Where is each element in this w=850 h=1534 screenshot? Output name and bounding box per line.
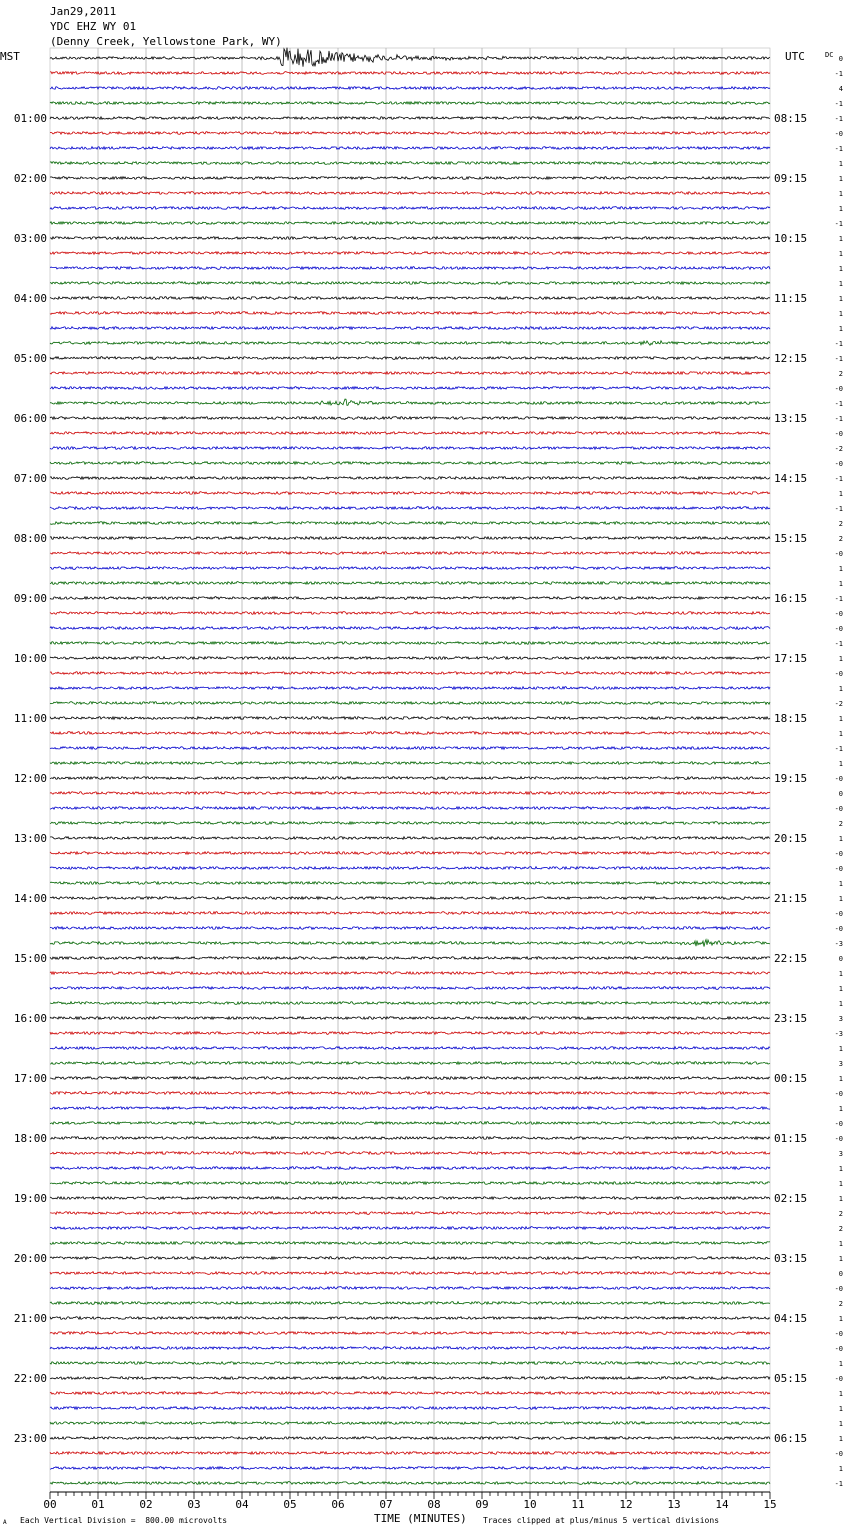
right-hour-label: 20:15	[774, 832, 808, 845]
left-hour-label: 15:00	[13, 952, 47, 965]
dc-offset: 1	[838, 160, 843, 168]
right-hour-label: 10:15	[774, 232, 808, 245]
dc-offset: 1	[838, 1240, 843, 1248]
trace-row	[50, 1077, 770, 1080]
trace-row	[50, 341, 770, 346]
dc-offset: 1	[838, 280, 843, 288]
dc-offset: 1	[838, 265, 843, 273]
dc-offset: 0	[838, 790, 843, 798]
dc-offset: -1	[834, 355, 843, 363]
trace-row	[50, 147, 770, 150]
dc-offset: 1	[838, 880, 843, 888]
dc-offset: 1	[838, 325, 843, 333]
dc-offset: -1	[834, 400, 843, 408]
dc-offset: 1	[838, 235, 843, 243]
trace-row	[50, 1422, 770, 1425]
dc-offset: 1	[838, 190, 843, 198]
right-hour-label: 06:15	[774, 1432, 808, 1445]
trace-row	[50, 222, 770, 225]
dc-offset: 1	[838, 760, 843, 768]
dc-offset: 1	[838, 1045, 843, 1053]
dc-offset: 1	[838, 490, 843, 498]
dc-offset: -0	[834, 130, 843, 138]
trace-row	[50, 1062, 770, 1065]
dc-offset: 1	[838, 1465, 843, 1473]
dc-offset: -0	[834, 1345, 843, 1353]
right-hour-label: 11:15	[774, 292, 808, 305]
dc-offset: -0	[834, 805, 843, 813]
trace-row	[50, 1452, 770, 1455]
dc-offset: 1	[838, 835, 843, 843]
right-hour-label: 02:15	[774, 1192, 808, 1205]
right-hour-label: 17:15	[774, 652, 808, 665]
trace-row	[50, 837, 770, 840]
dc-offset: 1	[838, 1180, 843, 1188]
left-hour-label: 20:00	[13, 1252, 47, 1265]
scale-note: Each Vertical Division = 800.00 microvolts	[20, 1516, 228, 1525]
dc-offset: 1	[838, 205, 843, 213]
right-hour-label: 19:15	[774, 772, 808, 785]
dc-offset: -1	[834, 220, 843, 228]
trace-row	[50, 657, 770, 660]
left-hour-label: 19:00	[13, 1192, 47, 1205]
dc-offset: -0	[834, 925, 843, 933]
left-hour-label: 04:00	[13, 292, 47, 305]
trace-row	[50, 327, 770, 330]
clip-note: Traces clipped at plus/minus 5 vertical divisions	[483, 1516, 720, 1525]
dc-offset: 1	[838, 1435, 843, 1443]
trace-row	[50, 417, 770, 420]
trace-row	[50, 1242, 770, 1245]
x-tick-label: 09	[475, 1498, 489, 1511]
trace-row	[50, 477, 770, 480]
trace-row	[50, 1002, 770, 1005]
x-tick-label: 05	[283, 1498, 297, 1511]
right-hour-label: 16:15	[774, 592, 808, 605]
trace-row	[50, 597, 770, 600]
trace-row	[50, 882, 770, 885]
dc-offset: 1	[838, 730, 843, 738]
trace-row	[50, 687, 770, 690]
trace-row	[50, 642, 770, 645]
left-hour-label: 16:00	[13, 1012, 47, 1025]
dc-offset: -0	[834, 1375, 843, 1383]
dc-offset: 1	[838, 250, 843, 258]
dc-offset: 3	[838, 1015, 843, 1023]
dc-offset: 1	[838, 1075, 843, 1083]
trace-row	[50, 162, 770, 165]
dc-offset: 1	[838, 1315, 843, 1323]
left-hour-label: 23:00	[13, 1432, 47, 1445]
trace-row	[50, 717, 770, 720]
trace-row	[50, 972, 770, 975]
right-hour-label: 14:15	[774, 472, 808, 485]
left-hour-label: 11:00	[13, 712, 47, 725]
trace-row	[50, 399, 770, 405]
dc-offset: 1	[838, 1390, 843, 1398]
dc-offset: 1	[838, 1255, 843, 1263]
x-tick-label: 10	[523, 1498, 537, 1511]
dc-offset: -1	[834, 475, 843, 483]
header-location: (Denny Creek, Yellowstone Park, WY)	[50, 35, 282, 48]
trace-row	[50, 1272, 770, 1275]
dc-offset: -0	[834, 1090, 843, 1098]
trace-row	[50, 1377, 770, 1380]
dc-offset: 0	[838, 955, 843, 963]
corner-mark: A	[3, 1519, 7, 1526]
dc-offset: 1	[838, 565, 843, 573]
trace-row	[50, 1137, 770, 1140]
left-hour-label: 18:00	[13, 1132, 47, 1145]
dc-offset: -1	[834, 415, 843, 423]
x-tick-label: 13	[667, 1498, 681, 1511]
trace-row	[50, 297, 770, 300]
right-zone-label: UTC	[785, 50, 805, 63]
dc-offset: -0	[834, 625, 843, 633]
trace-row	[50, 1467, 770, 1470]
left-hour-label: 10:00	[13, 652, 47, 665]
trace-row	[50, 1392, 770, 1395]
dc-offset: 2	[838, 520, 843, 528]
x-axis-label: TIME (MINUTES)	[374, 1512, 467, 1525]
dc-offset: 1	[838, 175, 843, 183]
dc-offset: -0	[834, 550, 843, 558]
left-hour-label: 21:00	[13, 1312, 47, 1325]
right-hour-label: 05:15	[774, 1372, 808, 1385]
trace-row	[50, 1197, 770, 1200]
dc-offset: -1	[834, 340, 843, 348]
dc-offset: -1	[834, 595, 843, 603]
trace-row	[50, 987, 770, 990]
dc-offset: -0	[834, 460, 843, 468]
right-hour-label: 22:15	[774, 952, 808, 965]
trace-row	[50, 237, 770, 240]
trace-row	[50, 72, 770, 75]
dc-label: DC	[825, 51, 834, 59]
dc-offset: -1	[834, 100, 843, 108]
trace-row	[50, 1347, 770, 1350]
trace-row	[50, 957, 770, 960]
right-hour-label: 21:15	[774, 892, 808, 905]
dc-offset: 1	[838, 1405, 843, 1413]
trace-row	[50, 1317, 770, 1320]
dc-offset: 1	[838, 985, 843, 993]
right-hour-label: 03:15	[774, 1252, 808, 1265]
trace-row	[50, 867, 770, 870]
trace-row	[50, 612, 770, 615]
left-hour-label: 02:00	[13, 172, 47, 185]
left-hour-label: 06:00	[13, 412, 47, 425]
dc-offset: -2	[834, 700, 843, 708]
left-hour-label: 13:00	[13, 832, 47, 845]
dc-offset: -0	[834, 865, 843, 873]
trace-row	[50, 1047, 770, 1050]
x-tick-label: 14	[715, 1498, 729, 1511]
dc-offset: -0	[834, 1450, 843, 1458]
dc-offset: -1	[834, 145, 843, 153]
trace-row	[50, 762, 770, 765]
dc-offset: 1	[838, 655, 843, 663]
x-tick-label: 06	[331, 1498, 345, 1511]
x-tick-label: 08	[427, 1498, 441, 1511]
dc-offset: -3	[834, 940, 843, 948]
trace-row	[50, 372, 770, 375]
trace-row	[50, 267, 770, 270]
left-hour-label: 12:00	[13, 772, 47, 785]
left-hour-label: 01:00	[13, 112, 47, 125]
trace-row	[50, 507, 770, 510]
dc-offset: 1	[838, 295, 843, 303]
trace-row	[50, 1332, 770, 1335]
trace-row	[50, 1257, 770, 1260]
right-hour-label: 12:15	[774, 352, 808, 365]
right-hour-label: 18:15	[774, 712, 808, 725]
right-hour-label: 00:15	[774, 1072, 808, 1085]
dc-offset: 1	[838, 1420, 843, 1428]
trace-row	[50, 87, 770, 90]
dc-offset: -1	[834, 505, 843, 513]
dc-offset: 2	[838, 535, 843, 543]
x-tick-label: 15	[763, 1498, 777, 1511]
dc-offset: -1	[834, 1480, 843, 1488]
dc-offset: 0	[838, 1270, 843, 1278]
dc-offset: 2	[838, 370, 843, 378]
dc-offset: -1	[834, 115, 843, 123]
trace-row	[50, 807, 770, 810]
trace-row	[50, 1017, 770, 1020]
x-tick-label: 07	[379, 1498, 393, 1511]
trace-row	[50, 1092, 770, 1095]
trace-row	[50, 282, 770, 285]
dc-offset: 2	[838, 1225, 843, 1233]
dc-offset: -2	[834, 445, 843, 453]
trace-row	[50, 1437, 770, 1440]
dc-offset: -0	[834, 670, 843, 678]
dc-offset: -0	[834, 850, 843, 858]
dc-offset: 1	[838, 1195, 843, 1203]
dc-offset: 1	[838, 685, 843, 693]
trace-row	[50, 1182, 770, 1185]
dc-offset: 1	[838, 715, 843, 723]
trace-row	[50, 1122, 770, 1125]
trace-row	[50, 552, 770, 555]
trace-row	[50, 1212, 770, 1215]
x-tick-label: 04	[235, 1498, 249, 1511]
dc-offset: -0	[834, 1135, 843, 1143]
left-hour-label: 09:00	[13, 592, 47, 605]
trace-row	[50, 732, 770, 735]
dc-offset: -0	[834, 1330, 843, 1338]
dc-offset: 3	[838, 1150, 843, 1158]
trace-row	[50, 940, 770, 947]
dc-offset: 1	[838, 1165, 843, 1173]
left-hour-label: 08:00	[13, 532, 47, 545]
dc-offset: 1	[838, 310, 843, 318]
plot-frame	[50, 48, 770, 1492]
left-hour-label: 03:00	[13, 232, 47, 245]
trace-row	[50, 897, 770, 900]
trace-row	[50, 822, 770, 825]
trace-row	[50, 462, 770, 465]
trace-row	[50, 672, 770, 675]
trace-row	[50, 792, 770, 795]
trace-row	[50, 192, 770, 195]
dc-offset: -0	[834, 610, 843, 618]
trace-row	[50, 582, 770, 585]
trace-row	[50, 1152, 770, 1155]
trace-row	[50, 48, 770, 67]
dc-offset: 1	[838, 895, 843, 903]
trace-row	[50, 702, 770, 705]
right-hour-label: 01:15	[774, 1132, 808, 1145]
dc-offset: -0	[834, 430, 843, 438]
x-tick-label: 12	[619, 1498, 633, 1511]
trace-row	[50, 852, 770, 855]
trace-row	[50, 207, 770, 210]
left-hour-label: 22:00	[13, 1372, 47, 1385]
trace-row	[50, 312, 770, 315]
x-tick-label: 03	[187, 1498, 201, 1511]
trace-row	[50, 1482, 770, 1485]
dc-offset: -0	[834, 910, 843, 918]
left-hour-label: 05:00	[13, 352, 47, 365]
right-hour-label: 08:15	[774, 112, 808, 125]
header-station: YDC EHZ WY 01	[50, 20, 137, 33]
dc-offset: 1	[838, 1360, 843, 1368]
trace-row	[50, 1032, 770, 1035]
right-hour-label: 04:15	[774, 1312, 808, 1325]
dc-offset: -3	[834, 1030, 843, 1038]
trace-row	[50, 132, 770, 135]
dc-offset: 1	[838, 1000, 843, 1008]
trace-row	[50, 567, 770, 570]
right-hour-label: 23:15	[774, 1012, 808, 1025]
x-tick-label: 11	[571, 1498, 585, 1511]
x-tick-label: 01	[91, 1498, 105, 1511]
dc-offset: -0	[834, 775, 843, 783]
dc-offset: 1	[838, 580, 843, 588]
dc-offset: 3	[838, 1060, 843, 1068]
trace-row	[50, 1107, 770, 1110]
left-hour-label: 14:00	[13, 892, 47, 905]
trace-row	[50, 387, 770, 390]
dc-offset: 1	[838, 970, 843, 978]
trace-row	[50, 1227, 770, 1230]
trace-row	[50, 777, 770, 780]
dc-offset: 0	[838, 55, 843, 63]
trace-row	[50, 537, 770, 540]
dc-offset: 1	[838, 1105, 843, 1113]
trace-row	[50, 447, 770, 450]
trace-row	[50, 117, 770, 120]
trace-row	[50, 1407, 770, 1410]
trace-row	[50, 522, 770, 525]
dc-offset: -0	[834, 1120, 843, 1128]
dc-offset: 4	[838, 85, 843, 93]
trace-row	[50, 492, 770, 495]
trace-row	[50, 432, 770, 435]
dc-offset: 2	[838, 1300, 843, 1308]
left-zone-label: MST	[0, 50, 20, 63]
right-hour-label: 09:15	[774, 172, 808, 185]
left-hour-label: 07:00	[13, 472, 47, 485]
trace-row	[50, 1302, 770, 1305]
dc-offset: -1	[834, 70, 843, 78]
x-tick-label: 00	[43, 1498, 57, 1511]
trace-row	[50, 1167, 770, 1170]
dc-offset: 2	[838, 820, 843, 828]
trace-row	[50, 627, 770, 630]
dc-offset: -0	[834, 1285, 843, 1293]
header-date: Jan29,2011	[50, 5, 117, 18]
trace-row	[50, 1287, 770, 1290]
dc-offset: -1	[834, 640, 843, 648]
trace-row	[50, 747, 770, 750]
right-hour-label: 15:15	[774, 532, 808, 545]
trace-row	[50, 102, 770, 105]
left-hour-label: 17:00	[13, 1072, 47, 1085]
trace-row	[50, 912, 770, 915]
right-hour-label: 13:15	[774, 412, 808, 425]
x-tick-label: 02	[139, 1498, 153, 1511]
trace-row	[50, 357, 770, 360]
trace-row	[50, 252, 770, 255]
dc-offset: -1	[834, 745, 843, 753]
trace-row	[50, 927, 770, 930]
dc-offset: 2	[838, 1210, 843, 1218]
trace-row	[50, 177, 770, 180]
dc-offset: -0	[834, 385, 843, 393]
trace-row	[50, 1362, 770, 1365]
